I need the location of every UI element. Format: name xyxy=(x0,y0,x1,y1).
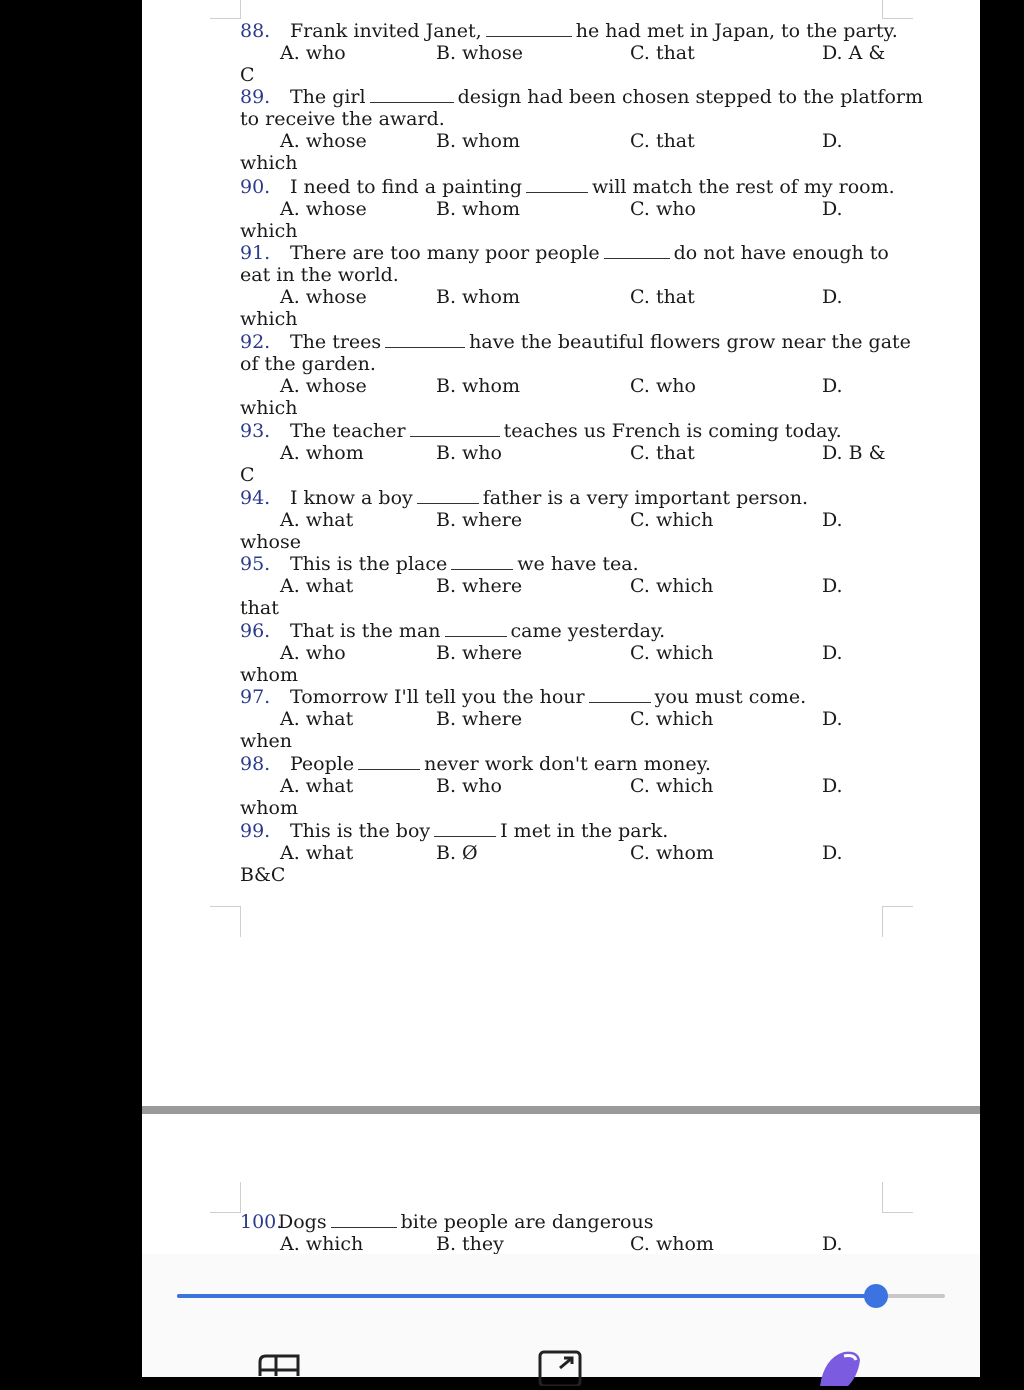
option-d-wrap: whom xyxy=(240,797,298,819)
question-text: The girl xyxy=(290,86,366,108)
answer-blank xyxy=(526,178,588,193)
option-d-wrap: which xyxy=(240,220,298,242)
question-number: 90. xyxy=(240,176,271,198)
option-c: C. who xyxy=(630,375,696,397)
option-a: A. what xyxy=(280,575,354,597)
option-b: B. Ø xyxy=(436,842,478,864)
option-a: A. what xyxy=(280,509,354,531)
option-d: D. xyxy=(822,642,843,664)
option-b: B. whom xyxy=(436,198,520,220)
option-a: A. what xyxy=(280,708,354,730)
answer-blank xyxy=(589,688,651,703)
crop-mark xyxy=(882,0,913,19)
option-a: A. whose xyxy=(280,375,367,397)
option-a: A. who xyxy=(280,642,346,664)
option-b: B. where xyxy=(436,575,523,597)
option-d-wrap: whom xyxy=(240,664,298,686)
question-text: Dogs xyxy=(278,1211,327,1233)
question-text: Tomorrow I'll tell you the hour xyxy=(290,686,585,708)
layout-icon[interactable] xyxy=(254,1346,302,1386)
question-number: 91. xyxy=(240,242,271,264)
question-text: do not have enough to xyxy=(673,242,889,264)
option-b: B. whom xyxy=(436,130,520,152)
question-number: 98. xyxy=(240,753,271,775)
option-b: B. who xyxy=(436,775,502,797)
crop-mark xyxy=(882,1182,913,1213)
question-number: 94. xyxy=(240,487,271,509)
bottom-toolbar xyxy=(142,1254,980,1377)
option-c: C. whom xyxy=(630,1233,714,1254)
option-a: A. what xyxy=(280,842,354,864)
option-c: C. which xyxy=(630,509,714,531)
option-a: A. whom xyxy=(280,442,364,464)
question-item xyxy=(240,420,940,486)
question-text: I need to find a painting xyxy=(290,176,522,198)
expand-icon[interactable] xyxy=(536,1346,584,1386)
question-text: This is the place xyxy=(290,553,448,575)
question-text: This is the boy xyxy=(290,820,431,842)
question-text: The teacher xyxy=(290,420,406,442)
answer-blank xyxy=(331,1213,397,1228)
document-page-2 xyxy=(142,1114,980,1254)
answer-blank xyxy=(370,88,454,103)
question-text: have the beautiful flowers grow near the gate xyxy=(469,331,911,353)
question-item xyxy=(240,176,940,242)
question-text: design had been chosen stepped to the platform xyxy=(457,86,923,108)
question-text: will match the rest of my room. xyxy=(591,176,895,198)
option-d-wrap: C xyxy=(240,464,255,486)
question-item xyxy=(240,487,940,553)
option-d: D. xyxy=(822,708,843,730)
option-b: B. whom xyxy=(436,375,520,397)
option-d-wrap: when xyxy=(240,730,292,752)
page-slider[interactable] xyxy=(177,1294,945,1298)
option-c: C. that xyxy=(630,130,695,152)
page-separator xyxy=(142,1106,980,1114)
question-100 xyxy=(240,1211,940,1254)
question-item xyxy=(240,553,940,619)
answer-blank xyxy=(417,489,479,504)
option-d-wrap: B&C xyxy=(240,864,286,886)
crop-mark xyxy=(882,906,913,937)
question-item xyxy=(240,242,940,330)
question-text: People xyxy=(290,753,355,775)
option-b: B. they xyxy=(436,1233,504,1254)
question-continuation: to receive the award. xyxy=(240,108,445,130)
option-c: C. which xyxy=(630,575,714,597)
question-number: 93. xyxy=(240,420,271,442)
option-b: B. who xyxy=(436,442,502,464)
question-number: 88. xyxy=(240,20,271,42)
option-b: B. where xyxy=(436,642,523,664)
crop-mark xyxy=(210,0,241,19)
question-item xyxy=(240,86,940,174)
option-a: A. what xyxy=(280,775,354,797)
option-a: A. whose xyxy=(280,286,367,308)
option-d-wrap: which xyxy=(240,308,298,330)
question-item xyxy=(240,620,940,686)
question-text: I met in the park. xyxy=(500,820,669,842)
option-b: B. where xyxy=(436,509,523,531)
option-d: D. xyxy=(822,1233,843,1254)
question-text: never work don't earn money. xyxy=(424,753,711,775)
option-d-wrap: whose xyxy=(240,531,301,553)
question-text: There are too many poor people xyxy=(290,242,600,264)
question-item xyxy=(240,686,940,752)
question-text: father is a very important person. xyxy=(482,487,809,509)
question-continuation: eat in the world. xyxy=(240,264,399,286)
question-text: That is the man xyxy=(290,620,441,642)
question-item xyxy=(240,753,940,819)
pen-icon[interactable] xyxy=(814,1346,862,1386)
question-text: came yesterday. xyxy=(510,620,666,642)
question-text: Frank invited Janet, xyxy=(290,20,482,42)
slider-thumb[interactable] xyxy=(864,1284,888,1308)
question-text: teaches us French is coming today. xyxy=(503,420,842,442)
question-text: we have tea. xyxy=(517,553,639,575)
option-d: D. xyxy=(822,775,843,797)
question-number: 97. xyxy=(240,686,271,708)
question-text: he had met in Japan, to the party. xyxy=(575,20,898,42)
option-d: D. xyxy=(822,286,843,308)
option-d: D. xyxy=(822,375,843,397)
answer-blank xyxy=(358,755,420,770)
option-d: D. xyxy=(822,842,843,864)
question-item xyxy=(240,20,940,86)
question-number: 92. xyxy=(240,331,271,353)
option-d: D. xyxy=(822,198,843,220)
question-number: 99. xyxy=(240,820,271,842)
option-c: C. which xyxy=(630,642,714,664)
option-d-wrap: C xyxy=(240,64,255,86)
question-text: I know a boy xyxy=(290,487,413,509)
option-a: A. who xyxy=(280,42,346,64)
question-number: 96. xyxy=(240,620,271,642)
question-text: you must come. xyxy=(654,686,807,708)
question-text: bite people are dangerous xyxy=(400,1211,654,1233)
document-page xyxy=(142,0,980,1106)
question-item xyxy=(240,820,940,886)
option-d: D. B & xyxy=(822,442,886,464)
answer-blank xyxy=(486,22,572,37)
option-d-wrap: which xyxy=(240,397,298,419)
question-number: 95. xyxy=(240,553,271,575)
option-c: C. whom xyxy=(630,842,714,864)
option-b: B. where xyxy=(436,708,523,730)
option-c: C. who xyxy=(630,198,696,220)
option-c: C. which xyxy=(630,775,714,797)
option-d: D. xyxy=(822,509,843,531)
answer-blank xyxy=(604,244,670,259)
slider-fill xyxy=(177,1294,876,1298)
option-a: A. which xyxy=(280,1233,364,1254)
option-b: B. whose xyxy=(436,42,523,64)
question-continuation: of the garden. xyxy=(240,353,376,375)
question-number: 89. xyxy=(240,86,271,108)
option-c: C. that xyxy=(630,286,695,308)
answer-blank xyxy=(451,555,513,570)
option-a: A. whose xyxy=(280,130,367,152)
option-c: C. that xyxy=(630,42,695,64)
option-d: D. xyxy=(822,130,843,152)
crop-mark xyxy=(210,906,241,937)
question-text: The trees xyxy=(290,331,382,353)
option-b: B. whom xyxy=(436,286,520,308)
answer-blank xyxy=(410,422,500,437)
option-d: D. xyxy=(822,575,843,597)
question-item xyxy=(240,331,940,419)
option-a: A. whose xyxy=(280,198,367,220)
option-d-wrap: which xyxy=(240,152,298,174)
option-d: D. A & xyxy=(822,42,886,64)
crop-mark xyxy=(210,1182,241,1213)
option-c: C. that xyxy=(630,442,695,464)
answer-blank xyxy=(434,822,496,837)
answer-blank xyxy=(445,622,507,637)
option-c: C. which xyxy=(630,708,714,730)
answer-blank xyxy=(385,333,465,348)
question-number: 100. xyxy=(240,1211,283,1233)
option-d-wrap: that xyxy=(240,597,279,619)
